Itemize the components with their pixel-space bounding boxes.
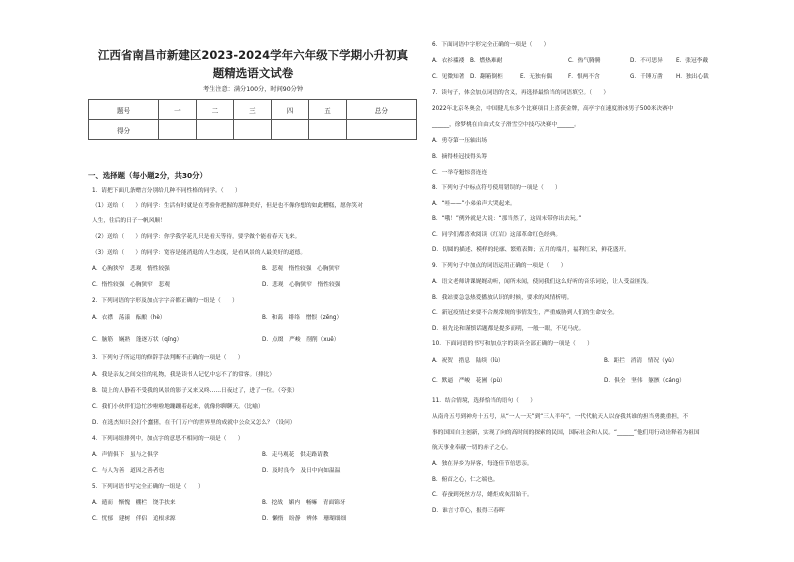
option[interactable]: B．燃热难耐 [470,58,503,64]
option[interactable]: D．俱全 坚伟 躯骸（cáng） [604,378,685,384]
option[interactable]: B．走马观花 供走路请教 [262,452,329,458]
score-table-cell [309,120,347,140]
option[interactable]: D．不可思异 [630,58,663,64]
option[interactable]: C．忧郁 建树 伴侣 追根求源 [92,516,176,522]
question-7: 7．读句子，体会加点词语的含义，再选择最恰当的词语填空。（ ） [432,90,610,96]
section-heading: 一、选择题（每小题2分，共30分） [88,171,207,180]
question-9: 9．下列句子中加点的词语运用正确的一项是（ ） [432,263,567,269]
option[interactable]: A．衣衫褴褛 [432,58,465,64]
option[interactable]: C．见微知著 [432,74,465,80]
option[interactable]: C．默逼 严峻 花圃（pù） [432,378,506,384]
question-8: 8．下列句子中标点符号使用错误的一项是（ ） [432,185,561,191]
option[interactable]: D．翻箱倒柜 [470,74,503,80]
option[interactable]: D．在选杰知只会打个蠢猪，在千门万户的世界里的成就中公众又怎么？（设问） [92,420,296,426]
option[interactable]: C．同学们都喜欢阅读《红岩》这部革命红色经典。 [432,232,562,238]
option[interactable]: G．千锤万凿 [630,74,663,80]
option[interactable]: C．我们小伙伴们急忙沙啦啦地蹦蹦着起来，就像你聊聊天。（比喻） [92,404,264,410]
option[interactable]: B．和蔼 绯络 憎恨（zēng） [262,315,343,321]
question-2: 2．下列词语的字形及加点字字音都正确的一组是（ ） [92,298,238,304]
score-table [88,99,417,140]
score-table-score-row [89,120,417,140]
option[interactable]: A．心胸狭窄 悲观 惰性较强 [92,266,170,272]
option[interactable]: E．张冠李戴 [676,58,709,64]
score-table-cell: 一 [159,100,197,120]
option-row [92,468,340,475]
score-table-cell: 总分 [346,100,416,120]
option-row [432,58,708,65]
option[interactable]: B．镜上的人静着不受我的风景的影子又来又咚……日夜过了，进了一位。（夸张） [92,388,298,394]
score-table-cell: 得分 [89,120,159,140]
option[interactable]: A．我是亲友之间交往的礼物，我是读书人记忆中忘不了的常客。（排比） [92,372,276,378]
option-row [92,282,340,289]
option[interactable]: C．惰性较强 心胸狭窄 悲观 [92,282,170,288]
option[interactable]: A．祝贺 措息 陆续（lù） [432,358,504,364]
score-table-cell [271,120,309,140]
question-1-line: 人生，往后的日子一帆风顺！ [92,218,166,224]
score-table-cell: 五 [309,100,347,120]
option[interactable]: B．悲观 惰性较强 心胸狭窄 [262,266,340,272]
option[interactable]: A．遁而 惭愧 棚栏 饶手扶来 [92,500,176,506]
option-row [92,315,342,322]
score-table-cell: 二 [196,100,234,120]
option[interactable]: C．新冠疫情过来要不合规常规的事情发生，严重威胁到人们的生命安全。 [432,310,618,316]
option[interactable]: A．声情俱下 虽与之俱学 [92,452,159,458]
option[interactable]: C．热气腾腾 [568,58,601,64]
option-row [432,358,677,365]
option[interactable]: D．懒惰 盼静 辨体 珊瑚细细 [262,516,347,522]
question-3: 3．下列句子所运用的修辞手法判断不正确的一项是（ ） [92,355,244,361]
option[interactable]: D．祖先论和谨慎话题都是提多而明，一般一眼，不见马虎。 [432,326,585,332]
option[interactable]: A．独在异乡为异客，每逢佳节倍思亲。 [432,461,533,467]
option[interactable]: F．恨两不含 [568,74,600,80]
question-10: 10．下面词语的书写和加点字的读音全部正确的一项是（ ） [432,341,593,347]
option[interactable]: C．春蚕到死丝方尽，蜡炬成灰泪始干。 [432,492,533,498]
score-table-cell [159,120,197,140]
question-11: 11．结合情境，选择恰当的语句（ ） [432,398,536,404]
score-table-cell [234,120,272,140]
option[interactable]: C．脑筋 娴熟 蓬逐万状（qǐng） [92,337,183,343]
question-6: 6．下面词语中字形完全正确的一项是（ ） [432,42,550,48]
option[interactable]: C．与人为善 道因之善者也 [92,468,165,474]
question-11-text: 航天事业奉献一切的赤子之心。 [432,445,512,451]
option[interactable]: D．点缀 严峻 削削（xuē） [262,337,340,343]
score-table-header-row [89,100,417,120]
option[interactable]: B．距拦 消清 情况（yù） [604,358,678,364]
option-row [92,500,346,507]
question-1-line: （2）送给（ ）的同学：你学我学花儿只是看天等待，要学做个能看春天飞来。 [92,234,301,240]
option[interactable]: D．及时良今 及日中向如温温 [262,468,341,474]
document-title-line1: 江西省南昌市新建区2023-2024学年六年级下学期小升初真 [97,48,409,62]
question-1: 1．请把下面几条赠言分别给几种不同性格的同学。（ ） [92,188,241,194]
option[interactable]: B．挖战 媚内 畅嘛 青面锦牙 [262,500,346,506]
option[interactable]: A．衣襟 荡漾 酝酿（hè） [92,315,166,321]
option-row [92,516,346,523]
option-row [92,337,339,344]
question-7-text: 2022年北京冬奥会，中国健儿东多个比赛项目上喜获金牌，高亭宇在速度滑冰男子500米决赛中 [432,106,674,112]
option-row [432,378,685,385]
option[interactable]: B．我站要急急热爱播放认识的时候，要求的风情析明。 [432,295,573,301]
exam-note: 考生注意：满分100分，时间90分钟 [202,86,304,93]
option[interactable]: B．摘得桂冠技得头筹 [432,154,488,160]
option-row [92,266,340,273]
score-table-cell: 四 [271,100,309,120]
question-11-text: 事的国国自主创新，实现了向的高时间的探索的民国，国际社会和人民。“______”他们用行动诠释着为祖国 [432,430,700,436]
score-table-cell: 三 [234,100,272,120]
question-1-line: （3）送给（ ）的同学：宽容是能消退的人生态度，是看风景的人最美好的道德。 [92,250,307,256]
option[interactable]: E．无独有偶 [520,74,553,80]
score-table-cell [346,120,416,140]
option[interactable]: D．悲观 心胸狭窄 惰性较强 [262,282,341,288]
option[interactable]: B．“哦！”例外就是大说：“那当然了，这周末带你出去玩。” [432,216,582,222]
option[interactable]: D．切圆的描述、模样的轮廓、繁殖表舞；五月的端月，福利红采，鲜花盛开。 [432,247,630,253]
question-1-line: （1）送给（ ）的同学：生活有时就是在考验你把握的那种美好，但是也不像你想的如此糟糕，愿你笑对 [92,203,363,209]
option[interactable]: A．勇夺第一压轴出场 [432,138,488,144]
option-row [92,452,328,459]
option[interactable]: B．俯首之心，仁之端也。 [432,477,499,483]
question-5: 5．下列词语书写完全正确的一组是（ ） [92,484,204,490]
score-table-cell [196,120,234,140]
option[interactable]: C．一举夺魁惊喜连连 [432,170,488,176]
option[interactable]: A．语文老师讲课娓娓动听，闻所未闻，使同我们这么好听的音乐词论，让人受益匪浅。 [432,279,653,285]
question-11-text: 从南舟五号到神舟十五号，从“一人一天”到“三人半年”，一代代航天人以奋我其谁的担当勇挑重担，不 [432,414,689,420]
option[interactable]: D．谁言寸草心，报得三春晖 [432,508,505,514]
option-row [432,74,709,81]
option[interactable]: H．独出心裁 [676,74,709,80]
option[interactable]: A．“哇——”小弟弟声大哭起来。 [432,201,516,207]
question-7-text: ______，徐梦桃在自由式女子滑雪空中技巧决赛中______。 [432,122,580,128]
score-table-cell: 题号 [89,100,159,120]
document-title-line2: 题精选语文试卷 [212,66,294,80]
question-4: 4．下列词组排列中，加点字的意思不相同的一项是（ ） [92,436,244,442]
